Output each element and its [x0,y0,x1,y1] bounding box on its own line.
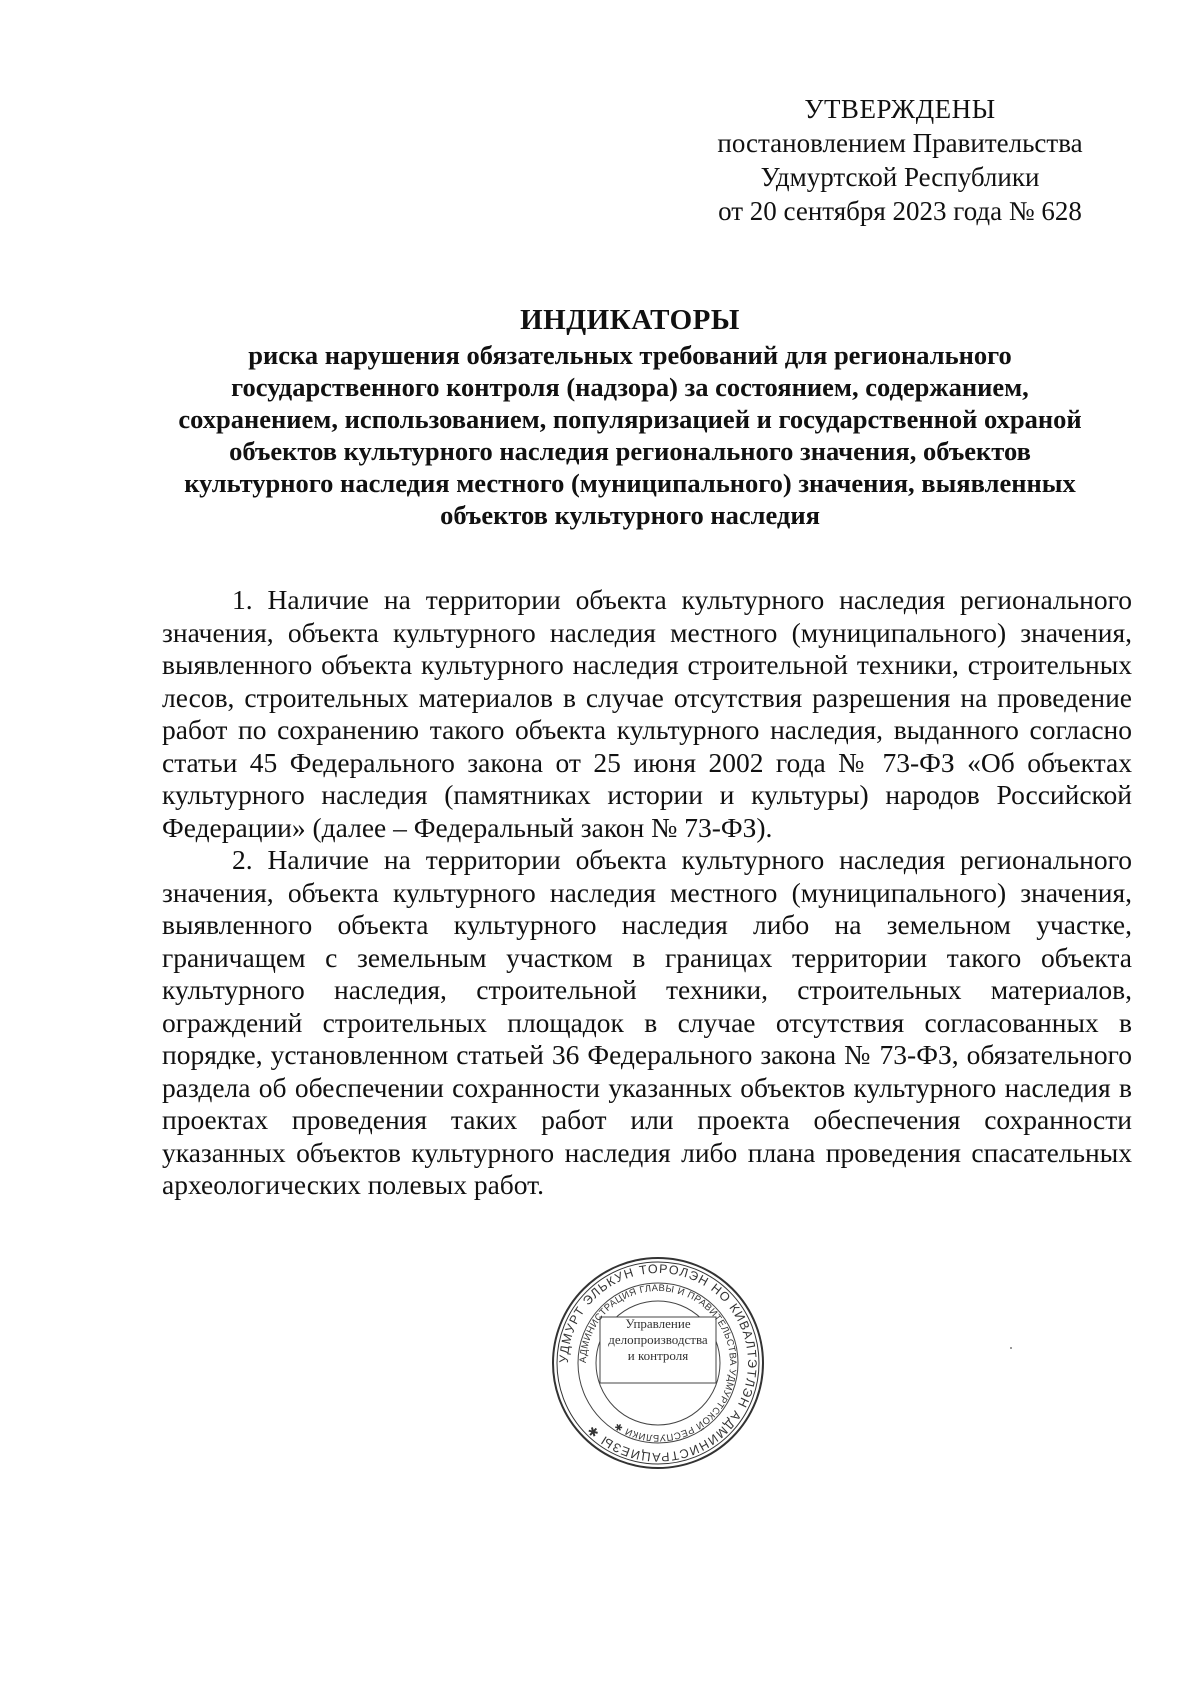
subtitle-line: культурного наследия местного (муниципального) значения, выявленных [184,468,1076,498]
paragraph-2: 2. Наличие на территории объекта культурного наследия регионального значения, объекта культурного наследия местного (муниципального) значения, выявленного объекта культурного наследия либо на земельном участке, граничащем с земельным участком в границах территории такого объекта культурного наследия, строительной техники, строительных материалов, ограждений строительных площадок в случае отсутствия согласованных в порядке, установленном статьей 36 Федерального закона № 73-ФЗ, обязательного раздела об обеспечении сохранности указанных объектов культурного наследия в проектах проведения таких работ или проекта обеспечения сохранности указанных объектов культурного наследия либо плана проведения спасательных археологических полевых работ. [162,844,1132,1200]
seal-center-text [604,1316,712,1364]
subtitle-line: объектов культурного наследия регионального значения, объектов [229,436,1031,466]
approval-republic: Удмуртской Республики [760,162,1040,192]
document-title-block [150,302,1110,531]
seal-center-line: и контроля [627,1348,689,1363]
approval-resolution: постановлением Правительства [717,128,1083,158]
subtitle-line: риска нарушения обязательных требований для регионального [248,340,1012,370]
seal-inner-text: АДМИНИСТРАЦИЯ ГЛАВЫ И ПРАВИТЕЛЬСТВА УДМУРТСКОЙ РЕСПУБЛИКИ ✱ [577,1282,739,1444]
document-title: ИНДИКАТОРЫ [520,304,740,336]
document-body [162,584,1132,1202]
seal-center-line: Управление [625,1316,691,1331]
subtitle-line: государственного контроля (надзора) за состоянием, содержанием, [231,372,1029,402]
official-seal [550,1255,766,1471]
seal-outer-text: УДМУРТ ЭЛЬКУН ТОРОЛЭН НО КИВАЛТЭТЛЭН АДМИНИСТРАЦИЕЗЫ ✱ [556,1261,760,1465]
scan-speck [1010,1347,1012,1349]
document-subtitle [150,339,1110,531]
approval-block [690,92,1110,228]
subtitle-line: сохранением, использованием, популяризацией и государственной охраной [178,404,1082,434]
subtitle-line: объектов культурного наследия [440,500,820,530]
paragraph-1: 1. Наличие на территории объекта культурного наследия регионального значения, объекта культурного наследия местного (муниципального) значения, выявленного объекта культурного наследия строительной техники, строительных лесов, строительных материалов в случае отсутствия разрешения на проведение работ по сохранению такого объекта культурного наследия, выданного согласно статьи 45 Федерального закона от 25 июня 2002 года № 73-ФЗ «Об объектах культурного наследия (памятниках истории и культуры) народов Российской Федерации» (далее – Федеральный закон № 73-ФЗ). [162,584,1132,843]
approval-date-number: от 20 сентября 2023 года № 628 [718,196,1082,226]
approval-heading: УТВЕРЖДЕНЫ [804,94,996,124]
seal-center-line: делопроизводства [608,1332,708,1347]
